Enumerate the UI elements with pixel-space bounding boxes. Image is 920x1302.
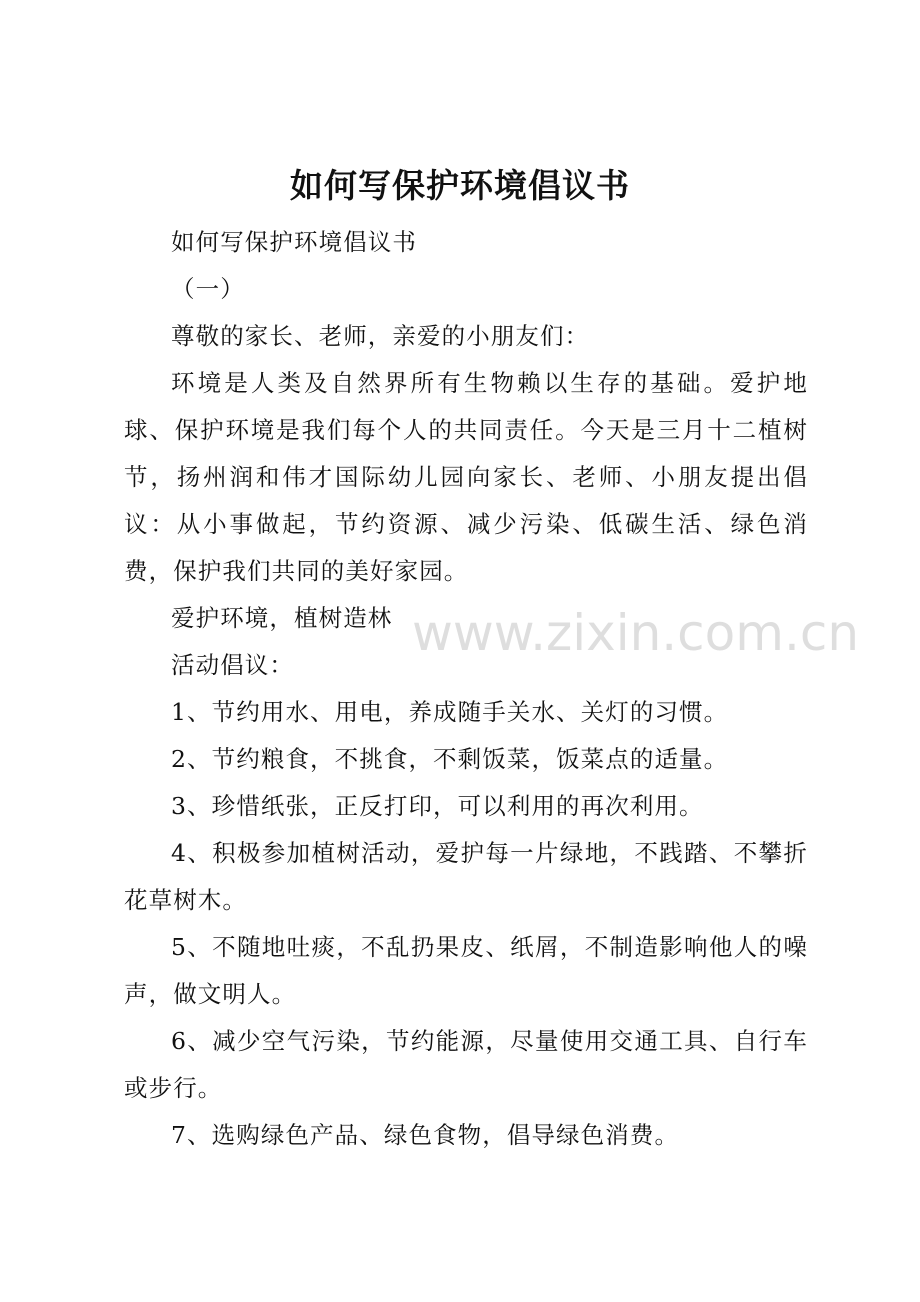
list-item: 6、减少空气污染，节约能源，尽量使用交通工具、自行车或步行。: [124, 1027, 808, 1102]
paragraph-subtitle: 如何写保护环境倡议书: [171, 228, 417, 256]
paragraph-section-number: （一）: [171, 275, 245, 303]
paragraph-intro: 环境是人类及自然界所有生物赖以生存的基础。爱护地球、保护环境是我们每个人的共同责任。今天是三月十二植树节，扬州润和伟才国际幼儿园向家长、老师、小朋友提出倡议：从小事做起，节约资源、减少污染、低碳生活、绿色消费，保护我们共同的美好家园。: [124, 369, 808, 585]
paragraph-slogan: 爱护环境，植树造林: [171, 604, 393, 632]
list-item: 7、选购绿色产品、绿色食物，倡导绿色消费。: [171, 1121, 680, 1149]
list-item: 4、积极参加植树活动，爱护每一片绿地，不践踏、不攀折花草树木。: [124, 839, 808, 914]
paragraph-salutation: 尊敬的家长、老师，亲爱的小朋友们：: [171, 322, 590, 350]
list-item: 3、珍惜纸张，正反打印，可以利用的再次利用。: [171, 792, 704, 820]
paragraph-activity-heading: 活动倡议：: [171, 651, 294, 679]
watermark: www.zixin.com.cn: [412, 604, 860, 662]
list-item: 1、节约用水、用电，养成随手关水、关灯的习惯。: [171, 698, 729, 726]
list-item: 2、节约粮食，不挑食，不剩饭菜，饭菜点的适量。: [171, 745, 729, 773]
document-body: [124, 219, 808, 1159]
list-item: 5、不随地吐痰，不乱扔果皮、纸屑，不制造影响他人的噪声，做文明人。: [124, 933, 808, 1008]
document-title: 如何写保护环境倡议书: [290, 166, 630, 205]
